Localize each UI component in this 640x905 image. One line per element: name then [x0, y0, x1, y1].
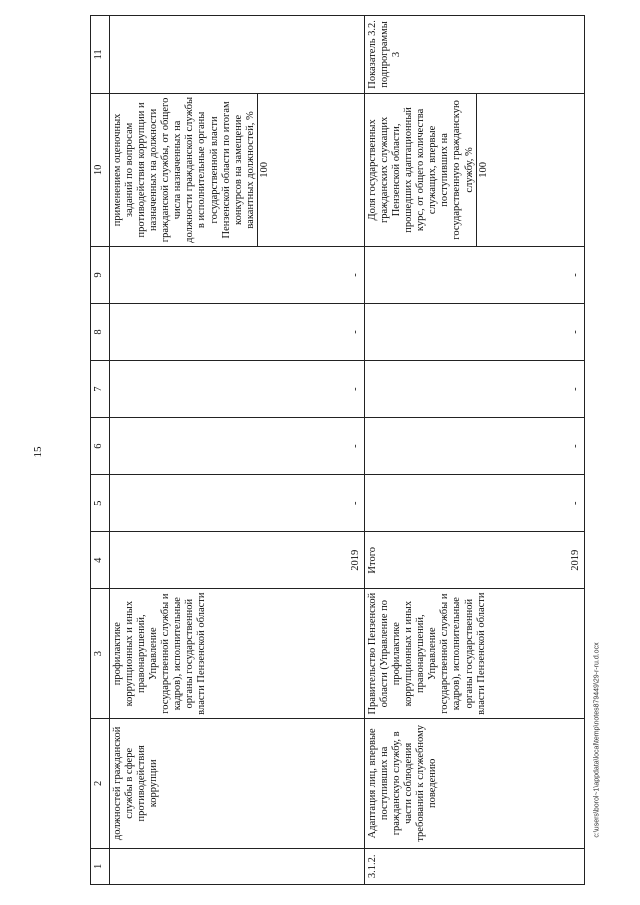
row-number-cell	[110, 848, 365, 884]
value-cell: -	[365, 304, 585, 361]
total-label: Итого	[367, 547, 378, 574]
page-number: 15	[32, 446, 44, 458]
value-cell: -	[110, 361, 365, 418]
note-cell: Показатель 3.2. подпрограммы 3	[365, 16, 585, 94]
table-row	[365, 16, 585, 885]
header-cell: 2	[91, 719, 110, 849]
header-cell: 6	[91, 418, 110, 475]
indicator-value: 100	[476, 94, 490, 246]
rotated-table-sheet	[90, 15, 585, 885]
year-label: 2019	[569, 549, 581, 571]
indicator-cell	[110, 93, 365, 246]
header-cell: 3	[91, 589, 110, 719]
indicator-cell	[365, 93, 585, 246]
executor-cell: Правительство Пензенской области (Управление по профилактике коррупционных и иных правонарушений, Управление государственной службы и кадров), исполнительные органы государственной власти Пензенской области	[365, 589, 585, 719]
header-cell: 10	[91, 93, 110, 246]
year-cell: 2019	[110, 532, 365, 589]
value-cell: -	[110, 304, 365, 361]
activity-cell: должностей гражданской службы в сфере противодействия коррупции	[110, 719, 365, 849]
header-cell: 4	[91, 532, 110, 589]
value-cell: -	[365, 246, 585, 303]
header-cell: 5	[91, 475, 110, 532]
value-cell: -	[365, 361, 585, 418]
header-row	[91, 16, 110, 885]
value-cell: -	[110, 475, 365, 532]
year-cell	[365, 532, 585, 589]
row-number-cell: 3.1.2.	[365, 848, 585, 884]
value-cell: -	[110, 246, 365, 303]
indicator-text: Доля государственных гражданских служащих Пензенской области, прошедших адаптационный курс, от общего количества служащих, впервые поступивших на государственную гражданскую службу, %	[367, 100, 475, 240]
executor-cell: профилактике коррупционных и иных правонарушений, Управление государственной службы и кадров), исполнительные органы государственной власти Пензенской области	[110, 589, 365, 719]
header-cell: 11	[91, 16, 110, 94]
indicator-text: применением оценочных заданий по вопросам противодействия коррупции и назначенных на должности гражданской службы, от общего числа назначенных на должности гражданской службы в исполнительные органы государственной власти Пензенской области по итогам конкурсов на замещение вакантных должностей, %	[112, 96, 256, 243]
program-table	[90, 15, 585, 885]
value-cell: -	[365, 418, 585, 475]
activity-cell: Адаптация лиц, впервые поступивших на гражданскую службу, в части соблюдения требований к служебному поведению	[365, 719, 585, 849]
value-cell: -	[365, 475, 585, 532]
file-path-footer: c:\users\borol~1\appdata\local\temp\notes879449\29-r-ru.d.ocx	[593, 642, 601, 838]
value-cell: -	[110, 418, 365, 475]
header-cell: 1	[91, 848, 110, 884]
header-cell: 8	[91, 304, 110, 361]
table-row	[110, 16, 365, 885]
header-cell: 7	[91, 361, 110, 418]
note-cell	[110, 16, 365, 94]
header-cell: 9	[91, 246, 110, 303]
indicator-value: 100	[257, 94, 271, 246]
